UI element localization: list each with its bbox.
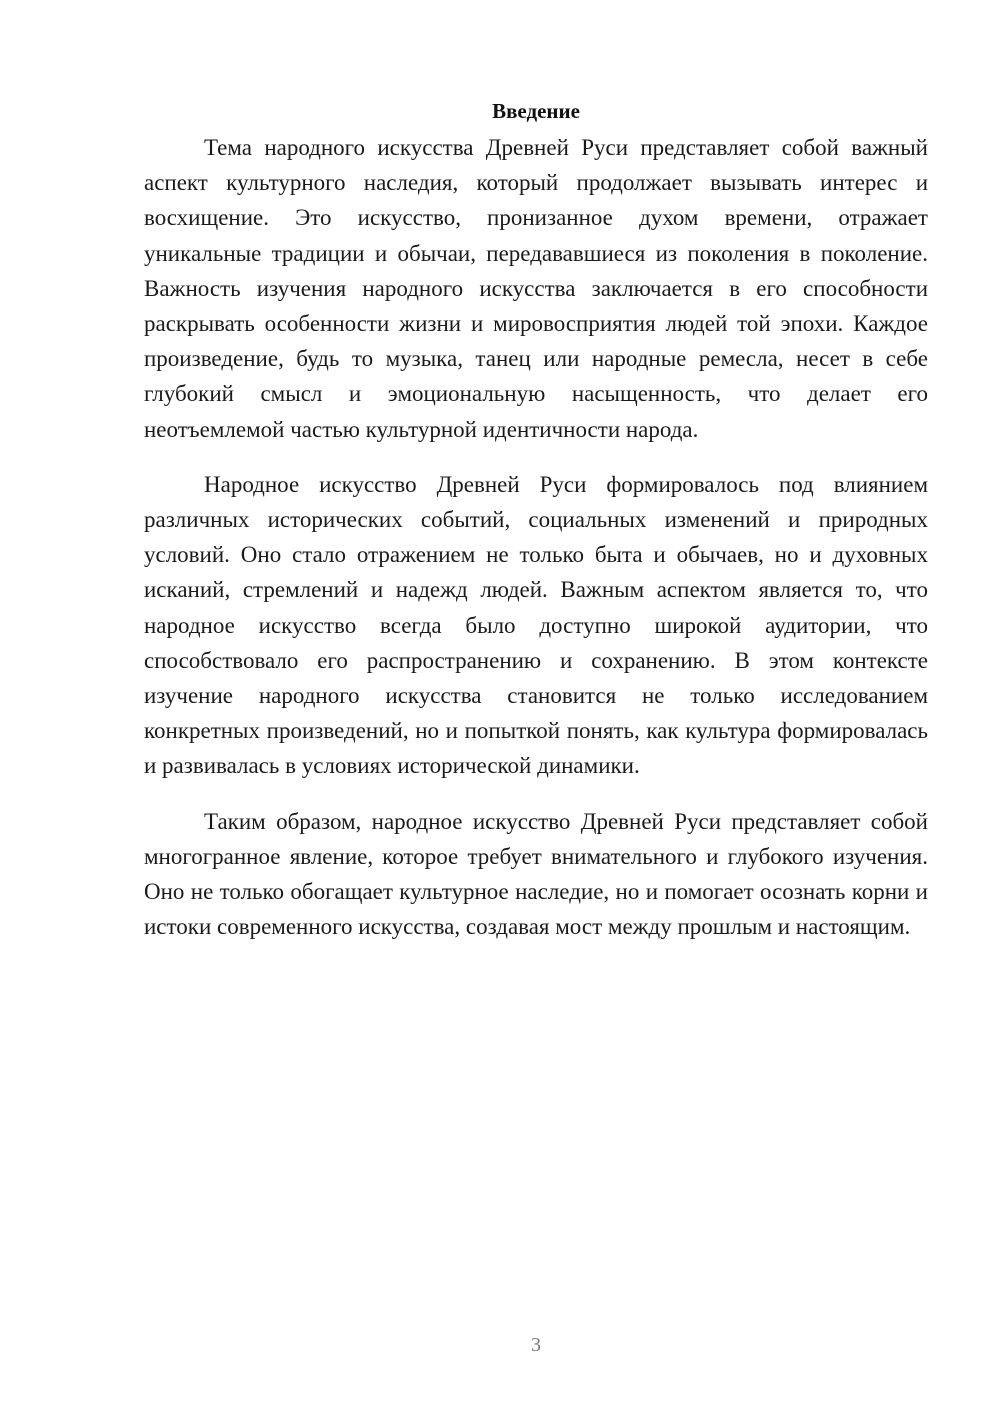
paragraph-3: Таким образом, народное искусство Древней Руси представляет собой многогранное явление, которое требует внимательного и глубокого изучения. Оно не только обогащает культурное наследие, но и помогает осознать корни и истоки современного искусства, создавая мост между прошлым и настоящим. [144,808,928,940]
paragraph-2: Народное искусство Древней Руси формировалось под влиянием различных исторических событий, социальных изменений и природных условий. Оно стало отражением не только быта и обычаев, но и духовных исканий, стремлений и надежд людей. Важным аспектом является то, что народное искусство всегда было доступно широкой аудитории, что способствовало его распространению и сохранению. В этом контексте изучение народного искусства становится не только исследованием конкретных произведений, но и попыткой понять, как культура формировалась и развивалась в условиях исторической динамики. [144,471,928,779]
page-content [144,96,928,964]
paragraph-1: Тема народного искусства Древней Руси представляет собой важный аспект культурного наследия, который продолжает вызывать интерес и восхищение. Это искусство, пронизанное духом времени, отражает уникальные традиции и обычаи, передававшиеся из поколения в поколение. Важность изучения народного искусства заключается в его способности раскрывать особенности жизни и мировосприятия людей той эпохи. Каждое произведение, будь то музыка, танец или народные ремесла, несет в себе глубокий смысл и эмоциональную насыщенность, что делает его неотъемлемой частью культурной идентичности народа. [144,135,928,442]
page-number: 3 [531,1334,541,1356]
section-title: Введение [492,99,580,123]
